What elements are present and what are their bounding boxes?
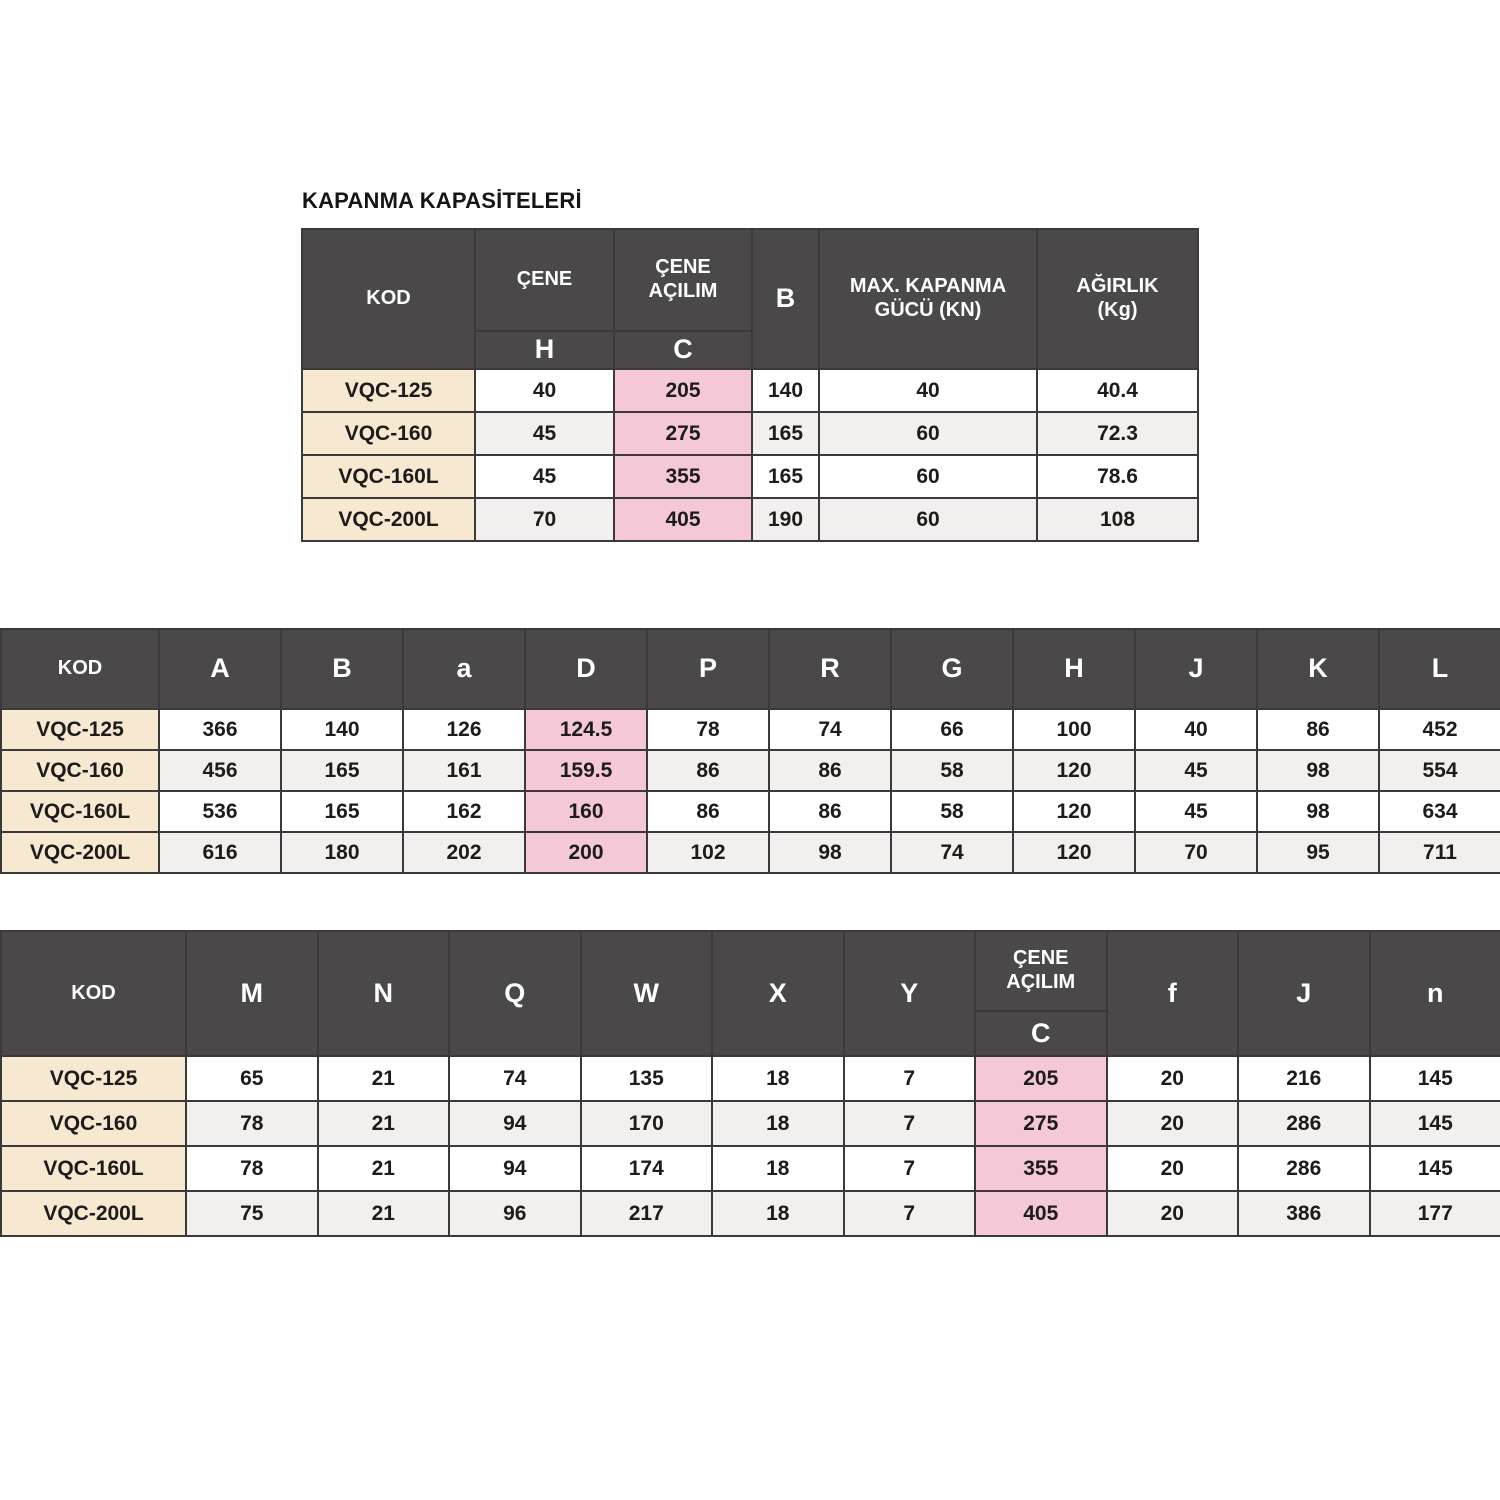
value-cell: 120 bbox=[1013, 791, 1135, 832]
value-cell: 70 bbox=[1135, 832, 1257, 873]
header-row bbox=[1, 629, 1500, 709]
header-row bbox=[1, 931, 1500, 1011]
value-cell: 140 bbox=[281, 709, 403, 750]
value-cell: 126 bbox=[403, 709, 525, 750]
kod-cell: VQC-160 bbox=[302, 412, 475, 455]
value-cell-highlight: 405 bbox=[975, 1191, 1107, 1236]
value-cell: 45 bbox=[1135, 750, 1257, 791]
header-cell-L: L bbox=[1379, 629, 1500, 709]
value-cell: 60 bbox=[819, 455, 1037, 498]
value-cell-highlight: 275 bbox=[975, 1101, 1107, 1146]
section-title: KAPANMA KAPASİTELERİ bbox=[302, 188, 582, 213]
value-cell-highlight: 159.5 bbox=[525, 750, 647, 791]
value-cell: 58 bbox=[891, 750, 1013, 791]
value-cell-highlight: 405 bbox=[614, 498, 752, 541]
value-cell: 20 bbox=[1107, 1146, 1239, 1191]
header-cell-cene-acilim: ÇENE AÇILIM bbox=[614, 229, 752, 331]
header-cell-N: N bbox=[318, 931, 450, 1056]
value-cell: 86 bbox=[769, 791, 891, 832]
header-row bbox=[302, 229, 1198, 331]
value-cell: 616 bbox=[159, 832, 281, 873]
capacity-table bbox=[301, 228, 1199, 542]
header-cell-f: f bbox=[1107, 931, 1239, 1056]
table-row bbox=[1, 1056, 1500, 1101]
value-cell: 554 bbox=[1379, 750, 1500, 791]
value-cell: 177 bbox=[1370, 1191, 1500, 1236]
dimensions-table-a bbox=[0, 628, 1500, 874]
value-cell: 86 bbox=[647, 750, 769, 791]
header-cell-A: A bbox=[159, 629, 281, 709]
value-cell: 286 bbox=[1238, 1101, 1370, 1146]
value-cell-highlight: 160 bbox=[525, 791, 647, 832]
table-row bbox=[1, 832, 1500, 873]
header-cell-a: a bbox=[403, 629, 525, 709]
value-cell: 21 bbox=[318, 1191, 450, 1236]
value-cell: 40 bbox=[475, 369, 614, 412]
header-cell-kod: KOD bbox=[1, 931, 186, 1056]
value-cell: 78 bbox=[647, 709, 769, 750]
value-cell: 161 bbox=[403, 750, 525, 791]
value-cell: 180 bbox=[281, 832, 403, 873]
header-cell-H: H bbox=[1013, 629, 1135, 709]
value-cell-highlight: 355 bbox=[614, 455, 752, 498]
value-cell: 78 bbox=[186, 1146, 318, 1191]
value-cell: 40 bbox=[819, 369, 1037, 412]
value-cell: 140 bbox=[752, 369, 819, 412]
table-row bbox=[302, 369, 1198, 412]
value-cell: 145 bbox=[1370, 1146, 1500, 1191]
kod-cell: VQC-160 bbox=[1, 1101, 186, 1146]
value-cell-highlight: 205 bbox=[614, 369, 752, 412]
value-cell: 386 bbox=[1238, 1191, 1370, 1236]
header-cell-P: P bbox=[647, 629, 769, 709]
header-cell-B: B bbox=[281, 629, 403, 709]
value-cell: 536 bbox=[159, 791, 281, 832]
value-cell: 7 bbox=[844, 1146, 976, 1191]
value-cell: 165 bbox=[752, 412, 819, 455]
kod-cell: VQC-200L bbox=[1, 1191, 186, 1236]
value-cell: 366 bbox=[159, 709, 281, 750]
kod-cell: VQC-125 bbox=[1, 709, 159, 750]
value-cell: 217 bbox=[581, 1191, 713, 1236]
value-cell: 634 bbox=[1379, 791, 1500, 832]
table-row bbox=[1, 1146, 1500, 1191]
value-cell: 78.6 bbox=[1037, 455, 1198, 498]
header-cell-R: R bbox=[769, 629, 891, 709]
value-cell: 18 bbox=[712, 1191, 844, 1236]
sub-header-cell-h: H bbox=[475, 331, 614, 369]
header-cell-J: J bbox=[1238, 931, 1370, 1056]
sub-header-cell-c: C bbox=[614, 331, 752, 369]
kod-cell: VQC-160L bbox=[1, 791, 159, 832]
value-cell: 202 bbox=[403, 832, 525, 873]
value-cell: 74 bbox=[449, 1056, 581, 1101]
value-cell: 75 bbox=[186, 1191, 318, 1236]
value-cell: 95 bbox=[1257, 832, 1379, 873]
value-cell: 20 bbox=[1107, 1101, 1239, 1146]
value-cell: 45 bbox=[475, 412, 614, 455]
header-cell-J: J bbox=[1135, 629, 1257, 709]
value-cell: 65 bbox=[186, 1056, 318, 1101]
table-row bbox=[1, 750, 1500, 791]
value-cell: 98 bbox=[1257, 791, 1379, 832]
header-cell-agirlik: AĞIRLIK (Kg) bbox=[1037, 229, 1198, 369]
value-cell: 18 bbox=[712, 1101, 844, 1146]
value-cell-highlight: 200 bbox=[525, 832, 647, 873]
value-cell: 456 bbox=[159, 750, 281, 791]
value-cell: 145 bbox=[1370, 1101, 1500, 1146]
table-row bbox=[1, 1101, 1500, 1146]
value-cell: 86 bbox=[647, 791, 769, 832]
value-cell: 58 bbox=[891, 791, 1013, 832]
value-cell: 86 bbox=[1257, 709, 1379, 750]
value-cell: 66 bbox=[891, 709, 1013, 750]
table-row bbox=[302, 498, 1198, 541]
value-cell: 18 bbox=[712, 1146, 844, 1191]
value-cell: 45 bbox=[475, 455, 614, 498]
value-cell: 165 bbox=[281, 791, 403, 832]
value-cell: 286 bbox=[1238, 1146, 1370, 1191]
value-cell: 165 bbox=[281, 750, 403, 791]
value-cell-highlight: 124.5 bbox=[525, 709, 647, 750]
header-cell-Y: Y bbox=[844, 931, 976, 1056]
value-cell: 21 bbox=[318, 1056, 450, 1101]
value-cell: 216 bbox=[1238, 1056, 1370, 1101]
value-cell: 18 bbox=[712, 1056, 844, 1101]
value-cell: 70 bbox=[475, 498, 614, 541]
value-cell: 7 bbox=[844, 1056, 976, 1101]
header-cell-Q: Q bbox=[449, 931, 581, 1056]
table-row bbox=[302, 412, 1198, 455]
table-row bbox=[1, 791, 1500, 832]
value-cell: 162 bbox=[403, 791, 525, 832]
value-cell: 21 bbox=[318, 1101, 450, 1146]
header-cell-max-kapanma: MAX. KAPANMA GÜCÜ (KN) bbox=[819, 229, 1037, 369]
table-row bbox=[1, 709, 1500, 750]
value-cell: 102 bbox=[647, 832, 769, 873]
value-cell: 98 bbox=[769, 832, 891, 873]
value-cell: 60 bbox=[819, 498, 1037, 541]
value-cell: 98 bbox=[1257, 750, 1379, 791]
value-cell: 74 bbox=[891, 832, 1013, 873]
header-cell-G: G bbox=[891, 629, 1013, 709]
header-cell-M: M bbox=[186, 931, 318, 1056]
header-cell-b: B bbox=[752, 229, 819, 369]
header-cell-W: W bbox=[581, 931, 713, 1056]
value-cell: 108 bbox=[1037, 498, 1198, 541]
header-cell-kod: KOD bbox=[1, 629, 159, 709]
value-cell: 94 bbox=[449, 1101, 581, 1146]
value-cell: 78 bbox=[186, 1101, 318, 1146]
sub-header-cell-c: C bbox=[975, 1011, 1107, 1056]
kod-cell: VQC-160L bbox=[1, 1146, 186, 1191]
value-cell: 452 bbox=[1379, 709, 1500, 750]
value-cell: 7 bbox=[844, 1191, 976, 1236]
value-cell: 7 bbox=[844, 1101, 976, 1146]
value-cell: 145 bbox=[1370, 1056, 1500, 1101]
value-cell: 60 bbox=[819, 412, 1037, 455]
kod-cell: VQC-160 bbox=[1, 750, 159, 791]
value-cell: 120 bbox=[1013, 750, 1135, 791]
value-cell: 174 bbox=[581, 1146, 713, 1191]
value-cell: 96 bbox=[449, 1191, 581, 1236]
table-row bbox=[1, 1191, 1500, 1236]
value-cell: 170 bbox=[581, 1101, 713, 1146]
value-cell: 94 bbox=[449, 1146, 581, 1191]
value-cell: 74 bbox=[769, 709, 891, 750]
value-cell-highlight: 355 bbox=[975, 1146, 1107, 1191]
value-cell: 21 bbox=[318, 1146, 450, 1191]
kod-cell: VQC-125 bbox=[302, 369, 475, 412]
value-cell: 40 bbox=[1135, 709, 1257, 750]
value-cell: 45 bbox=[1135, 791, 1257, 832]
value-cell: 190 bbox=[752, 498, 819, 541]
value-cell: 20 bbox=[1107, 1191, 1239, 1236]
header-cell-cene: ÇENE bbox=[475, 229, 614, 331]
kod-cell: VQC-160L bbox=[302, 455, 475, 498]
value-cell-highlight: 275 bbox=[614, 412, 752, 455]
value-cell: 120 bbox=[1013, 832, 1135, 873]
table-row bbox=[302, 455, 1198, 498]
kod-cell: VQC-125 bbox=[1, 1056, 186, 1101]
kod-cell: VQC-200L bbox=[302, 498, 475, 541]
value-cell: 72.3 bbox=[1037, 412, 1198, 455]
header-cell-n: n bbox=[1370, 931, 1500, 1056]
header-cell-kod: KOD bbox=[302, 229, 475, 369]
value-cell: 40.4 bbox=[1037, 369, 1198, 412]
header-cell-X: X bbox=[712, 931, 844, 1056]
value-cell: 711 bbox=[1379, 832, 1500, 873]
value-cell: 86 bbox=[769, 750, 891, 791]
value-cell: 135 bbox=[581, 1056, 713, 1101]
header-cell-K: K bbox=[1257, 629, 1379, 709]
dimensions-table-b bbox=[0, 930, 1500, 1237]
header-cell-cene-acilim: ÇENE AÇILIM bbox=[975, 931, 1107, 1011]
value-cell: 165 bbox=[752, 455, 819, 498]
value-cell: 20 bbox=[1107, 1056, 1239, 1101]
header-cell-D: D bbox=[525, 629, 647, 709]
value-cell-highlight: 205 bbox=[975, 1056, 1107, 1101]
kod-cell: VQC-200L bbox=[1, 832, 159, 873]
value-cell: 100 bbox=[1013, 709, 1135, 750]
